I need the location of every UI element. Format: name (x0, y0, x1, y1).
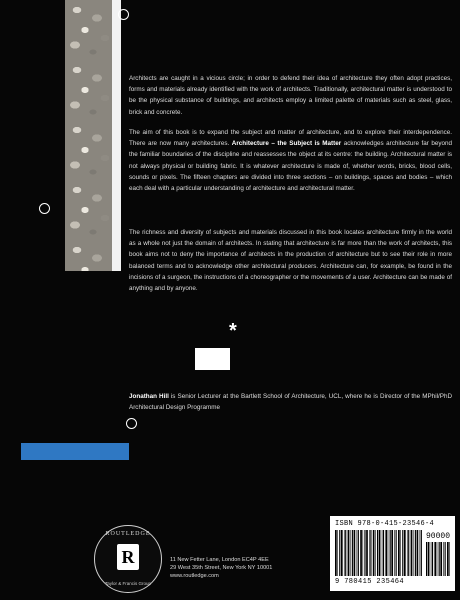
barcode-stripe (354, 530, 356, 576)
author-paragraph (129, 391, 452, 413)
barcode-stripe (383, 530, 384, 576)
barcode-stripe (373, 530, 375, 576)
logo-wordmark: ROUTLEDGE (105, 531, 151, 537)
paragraph-aim-start: The aim of this book is to expand the subject and matter of architecture, and to explore their interdependence. There are now many architectures. (129, 129, 452, 148)
address-line-2: 29 West 35th Street, New York NY 10001 (170, 564, 273, 571)
barcode-stripe (364, 530, 365, 576)
barcode-stripe (402, 530, 403, 576)
barcode-stripe (350, 530, 351, 576)
isbn-text: ISBN 978-0-415-23546-4 (335, 520, 435, 528)
white-block (195, 348, 230, 370)
author-name: Jonathan Hill (129, 393, 169, 400)
logo-emblem: R (117, 544, 139, 570)
barcode-stripe (348, 530, 350, 576)
barcode-stripe (382, 530, 383, 576)
barcode-stripe (369, 530, 370, 576)
author-bio: is Senior Lecturer at the Bartlett School of Architecture, UCL, where he is Director of the MPhil/PhD Architectural Design Programme (129, 393, 452, 412)
barcode-stripe (357, 530, 358, 576)
price-barcode-bars (426, 542, 452, 576)
barcode-stripe (375, 530, 376, 576)
barcode-stripe (437, 542, 438, 576)
barcode-stripe (352, 530, 353, 576)
barcode-stripe (390, 530, 391, 576)
barcode-stripe (408, 530, 409, 576)
barcode-stripe (391, 530, 393, 576)
barcode-stripe (377, 530, 378, 576)
barcode-stripe (417, 530, 419, 576)
barcode-stripe (415, 530, 416, 576)
barcode-stripe (339, 530, 340, 576)
barcode-stripe (413, 530, 414, 576)
barcode-stripe (434, 542, 436, 576)
barcode-stripe (358, 530, 359, 576)
barcode-stripe (407, 530, 408, 576)
barcode-stripe (344, 530, 345, 576)
blue-bar (21, 443, 129, 460)
circle-decoration-bottom (126, 418, 137, 429)
publisher-address (170, 557, 272, 580)
address-line-1: 11 New Fetter Lane, London EC4P 4EE (170, 557, 269, 563)
circle-decoration-left (39, 203, 50, 214)
barcode-stripe (443, 542, 444, 576)
barcode-stripe (428, 542, 430, 576)
barcode-stripe (431, 542, 432, 576)
barcode-stripe (337, 530, 338, 576)
barcode-stripe (379, 530, 381, 576)
logo-subtitle: Taylor & Francis Group (104, 581, 151, 586)
barcode-stripe (394, 530, 395, 576)
paragraph-intro: Architects are caught in a vicious circle; in order to defend their idea of architecture they often adopt practices, forms and materials already identified with the work of architects. Traditionally, architectural matter is understood to be the physical substance of buildings, and architects employ a limited palette of materials such as steel, glass, brick and concrete. (129, 75, 452, 116)
asterisk-decoration: * (229, 320, 237, 342)
white-stripe (112, 0, 121, 271)
barcode-stripe (447, 542, 449, 576)
barcode-stripe (439, 542, 440, 576)
barcode-stripe (388, 530, 389, 576)
paragraph-aim (129, 127, 452, 194)
barcode-stripe (421, 530, 422, 576)
barcode-stripe (360, 530, 362, 576)
address-line-3: www.routledge.com (170, 572, 219, 579)
routledge-logo (94, 525, 162, 593)
barcode-stripe (449, 542, 450, 576)
barcode-stripe (440, 542, 442, 576)
barcode-number: 9 780415 235464 (335, 578, 405, 586)
book-title: Architecture – the Subject is Matter (231, 140, 342, 148)
barcode-stripe (341, 530, 343, 576)
pebbles-photo (65, 0, 112, 271)
barcode-stripe (400, 530, 401, 576)
circle-decoration-top (118, 9, 129, 20)
barcode-stripe (345, 530, 346, 576)
barcode-stripe (398, 530, 400, 576)
barcode-stripe (420, 530, 421, 576)
paragraph-richness: The richness and diversity of subjects and materials discussed in this book locates architecture firmly in the world as a whole not just the domain of architects. In stating that architecture is far more than the work of architects, this book aims not to deny the importance of architects in the production of architecture but to see their role in more balanced terms and to acknowledge other architectural producers. Architecture can, for example, be found in the incisions of a surgeon, the instructions of a choreographer or the movements of a user. Architecture can be made of anything and by anyone. (129, 229, 452, 293)
barcode-stripe (385, 530, 387, 576)
barcode-stripe (411, 530, 413, 576)
barcode-stripe (426, 542, 427, 576)
barcode-stripe (363, 530, 364, 576)
paragraph-aim-end: acknowledges architecture far beyond the familiar boundaries of the discipline and reassesses the object at its centre: the building. Architectural matter is not always physical or building fabric. It is whatever architecture is made of, whether words, bricks, blood cells, sounds or pixels. The fifteen chapters are divided into three sections – on buildings, spaces and bodies – which each deal with a particular understanding of architecture and architectural matter. (129, 140, 453, 193)
barcode-bars (335, 530, 423, 576)
barcode-stripe (404, 530, 406, 576)
price-code: 90000 (426, 532, 451, 541)
barcode-stripe (432, 542, 433, 576)
barcode-stripe (335, 530, 337, 576)
barcode-box (330, 516, 455, 591)
barcode-stripe (445, 542, 446, 576)
barcode-stripe (366, 530, 368, 576)
barcode-stripe (370, 530, 371, 576)
barcode-stripe (396, 530, 397, 576)
